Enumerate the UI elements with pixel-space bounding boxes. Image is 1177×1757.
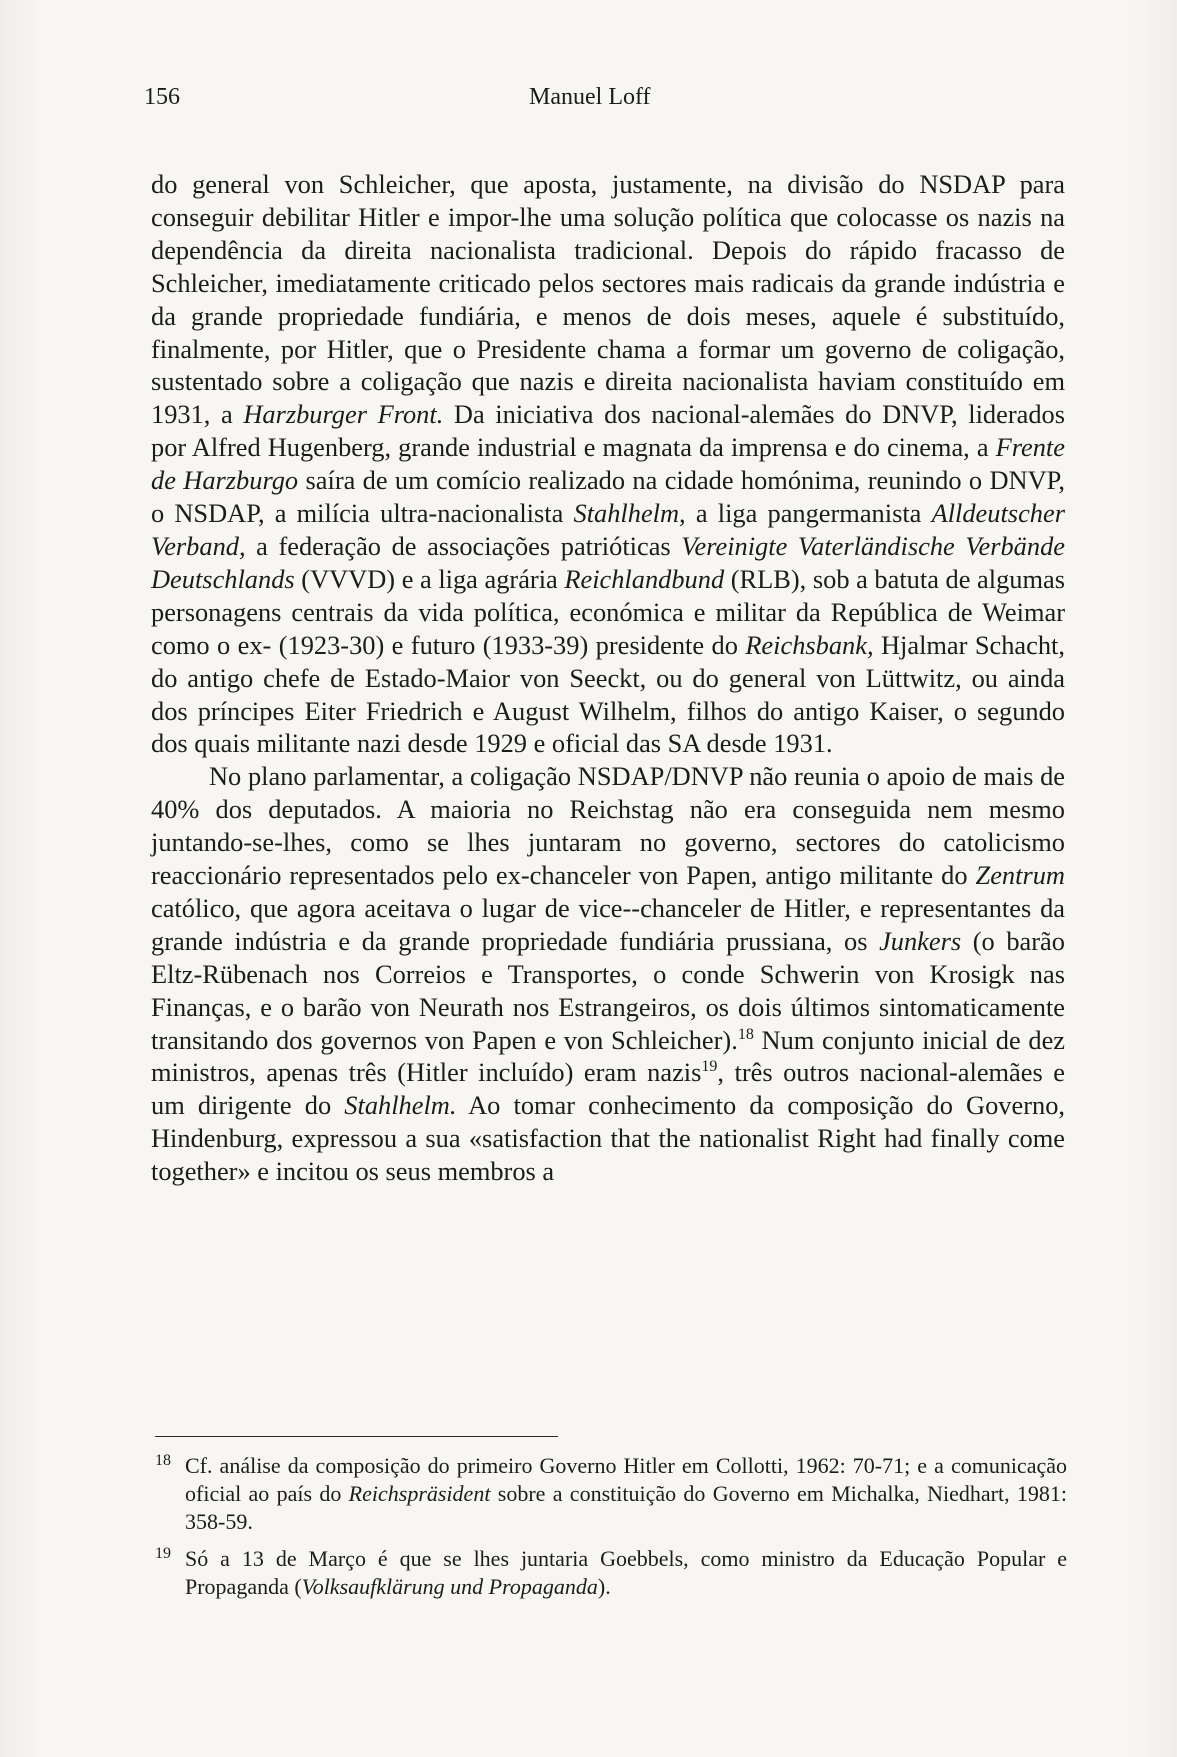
italic-term: Reichlandbund bbox=[564, 563, 725, 594]
text-run: católico, que agora aceitava o lugar de vice--chanceler de Hitler, e representantes da grande indústria e da grande propriedade fundiária prussiana, os bbox=[151, 892, 1065, 956]
text-run: (RLB), sob a batuta de algumas personagens centrais da vida política, económica e militar da República de Weimar como o ex- (1923-30) e futuro (1933-39) presidente do bbox=[151, 563, 1065, 660]
italic-term: Harzburger Front. bbox=[243, 399, 444, 430]
text-run: , três outros nacional-alemães e um dirigente do bbox=[151, 1057, 1065, 1121]
italic-term: Reichspräsident bbox=[348, 1481, 491, 1507]
italic-term: Junkers bbox=[879, 925, 962, 956]
text-run: saíra de um comício realizado na cidade homónima, reunindo o DNVP, o NSDAP, a milícia ultra-nacionalista bbox=[151, 465, 1065, 529]
text-run: a federação de associações patrióticas bbox=[256, 530, 671, 561]
italic-term: Volksaufklärung und Propaganda bbox=[301, 1573, 598, 1599]
text-run: (o barão Eltz-Rübenach nos Correios e Transportes, o conde Schwerin von Krosigk nas Finanças, e o barão von Neurath nos Estrangeiros, os dois últimos sintomaticamente transitando dos governos von Papen e von Schleicher). bbox=[151, 925, 1065, 1055]
footnote-text: Cf. análise da composição do primeiro Governo Hitler em Collotti, 1962: 70-71; e a comunicação oficial ao país do bbox=[185, 1453, 1067, 1507]
text-run: a liga pangermanista bbox=[695, 498, 922, 529]
paragraph-1 bbox=[151, 168, 1065, 760]
footnote-divider bbox=[155, 1436, 558, 1437]
footnote-text: sobre a constituição do Governo em Michalka, Niedhart, 1981: 358-59. bbox=[185, 1481, 1068, 1535]
text-run: do general von Schleicher, que aposta, justamente, na divisão do NSDAP para conseguir debilitar Hitler e impor-lhe uma solução política que colocasse os nazis na dependência da direita nacionalista tradicional. Depois do rápido fracasso de Schleicher, imediatamente criticado pelos sectores mais radicais da grande indústria e da grande propriedade fundiária, e menos de dois meses, aquele é substituído, finalmente, por Hitler, que o Presidente chama a formar um governo de coligação, sustentado sobre a coligação que nazis e direita nacionalista haviam constituído em 1931, a bbox=[151, 169, 1065, 430]
paragraph-2 bbox=[151, 760, 1065, 1188]
page-number: 156 bbox=[144, 84, 180, 110]
text-run: Da iniciativa dos nacional-alemães do DNVP, liderados por Alfred Hugenberg, grande industrial e magnata da imprensa e do cinema, a bbox=[151, 399, 1065, 463]
text-run: Ao tomar conhecimento da composição do Governo, Hindenburg, expressou a sua «satisfaction that the nationalist Right had finally come together» e incitou os seus membros a bbox=[151, 1090, 1065, 1187]
italic-term: Alldeutscher Verband, bbox=[151, 498, 1065, 561]
running-head bbox=[144, 78, 1064, 112]
text-run: Hjalmar Schacht, do antigo chefe de Estado-Maior von Seeckt, ou do general von Lüttwitz, ou ainda dos príncipes Eiter Friedrich e August Wilhelm, filhos do antigo Kaiser, o segundo dos quais militante nazi desde 1929 e oficial das SA desde 1931. bbox=[151, 629, 1065, 759]
footnote-reference-18[interactable]: 18 bbox=[737, 1025, 754, 1043]
footnote-mark: 19 bbox=[155, 1544, 171, 1562]
italic-term: Reichsbank, bbox=[745, 629, 874, 660]
body-text bbox=[151, 168, 1065, 1188]
text-run: No plano parlamentar, a coligação NSDAP/DNVP não reunia o apoio de mais de 40% dos deputados. A maioria no Reichstag não era conseguida nem mesmo juntando-se-lhes, como se lhes juntaram no governo, sectores do catolicismo reaccionário representados pelo ex-chanceler von Papen, antigo militante do bbox=[151, 761, 1065, 891]
footnote-text: ). bbox=[597, 1573, 611, 1599]
italic-term: Stahlhelm. bbox=[344, 1090, 457, 1121]
footnote-19 bbox=[155, 1545, 1067, 1601]
footnote-18 bbox=[155, 1452, 1067, 1537]
text-run: Num conjunto inicial de dez ministros, apenas três (Hitler incluído) eram nazis bbox=[151, 1024, 1065, 1088]
footnotes bbox=[155, 1452, 1067, 1609]
footnote-text: Só a 13 de Março é que se lhes juntaria Goebbels, como ministro da Educação Popular e Propaganda ( bbox=[185, 1545, 1067, 1599]
italic-term: Zentrum bbox=[975, 860, 1065, 891]
italic-term: Vereinigte Vaterländische Verbände Deutschlands bbox=[151, 530, 1065, 594]
footnote-reference-19[interactable]: 19 bbox=[701, 1058, 718, 1076]
running-title: Manuel Loff bbox=[529, 84, 651, 110]
italic-term: Frente de Harzburgo bbox=[151, 432, 1065, 496]
italic-term: Stahlhelm, bbox=[573, 498, 686, 529]
text-run: (VVVD) e a liga agrária bbox=[301, 563, 558, 594]
footnote-mark: 18 bbox=[155, 1452, 171, 1469]
